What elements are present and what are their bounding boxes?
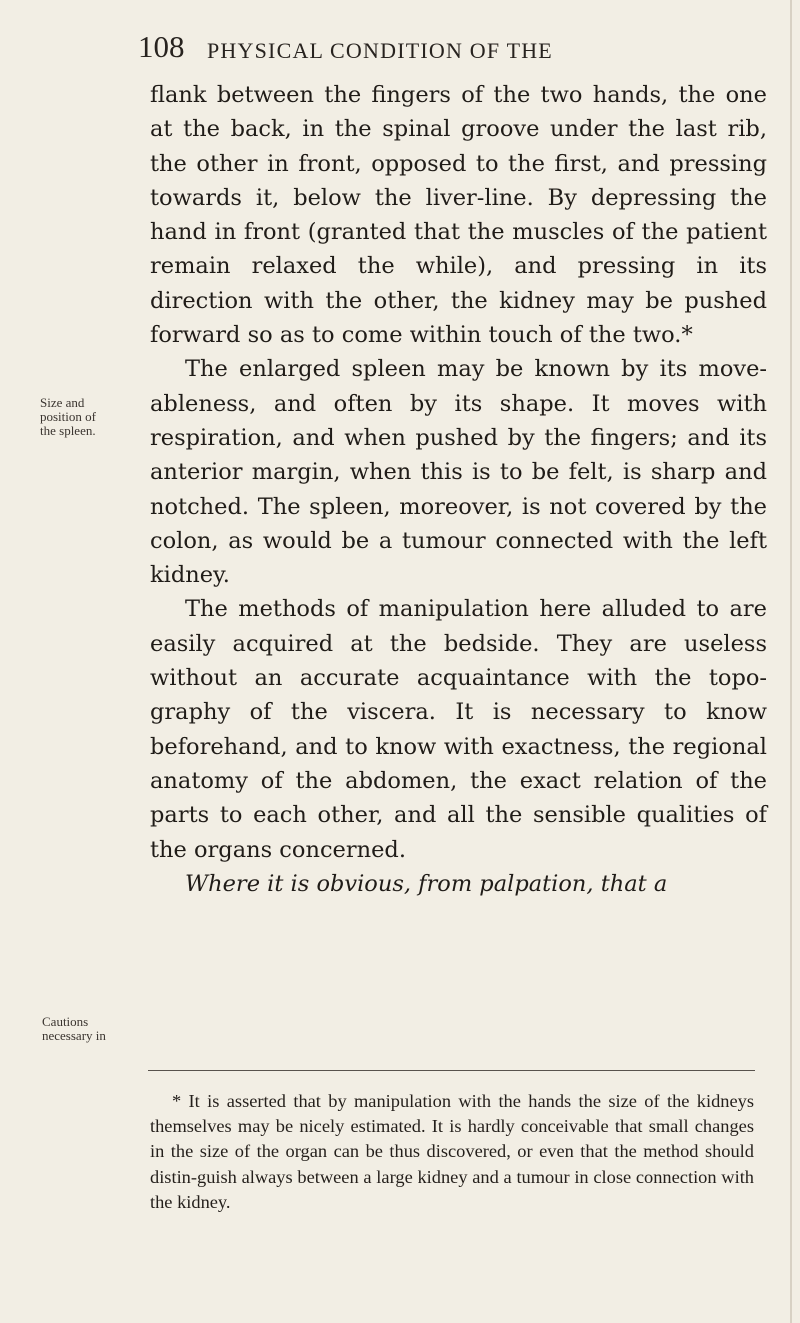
paragraph-manipulation-methods: The methods of manipulation here alluded to are easily acquired at the bedside. They are useless without an accurate acquaintance with the topo-graphy of the viscera. It is necessary to know beforehand, and to know with exactness, the regional anatomy of the abdomen, the exact relation of the parts to each other, and all the sensible qualities of the organs concerned.	[150, 596, 767, 863]
footnote: * It is asserted that by manipulation with the hands the size of the kidneys themselves may be nicely estimated. It is hardly conceivable that small changes in the size of the organ can be thus discovered, or even that the method should distin-guish always between a large kidney and a tumour in close connection with the kidney.	[150, 1091, 754, 1212]
paragraph-spleen: The enlarged spleen may be known by its move-ableness, and often by its shape. It moves with respiration, and when pushed by the fingers; and its anterior margin, when this is to be felt, is sharp and notched. The spleen, moreover, is not covered by the colon, as would be a tumour connected with the left kidney.	[150, 356, 767, 589]
footnote-divider	[148, 1070, 755, 1071]
margin-note-cautions: Cautions necessary in	[42, 1014, 106, 1043]
margin-note-size-position: Size and position of the spleen.	[40, 395, 96, 438]
italic-continuation-line: Where it is obvious, from palpation, that a	[185, 870, 668, 897]
running-head: PHYSICAL CONDITION OF THE	[207, 38, 553, 63]
page-edge	[790, 0, 792, 1323]
page-header	[138, 27, 658, 77]
main-text	[150, 78, 767, 901]
paragraph-kidney-palpation: flank between the fingers of the two hands, the one at the back, in the spinal groove under the last rib, the other in front, opposed to the first, and pressing towards it, below the liver-line. By depressing the hand in front (granted that the muscles of the patient remain relaxed the while), and pressing in its direction with the other, the kidney may be pushed forward so as to come within touch of the two.*	[150, 82, 767, 349]
page-number: 108	[138, 29, 185, 64]
